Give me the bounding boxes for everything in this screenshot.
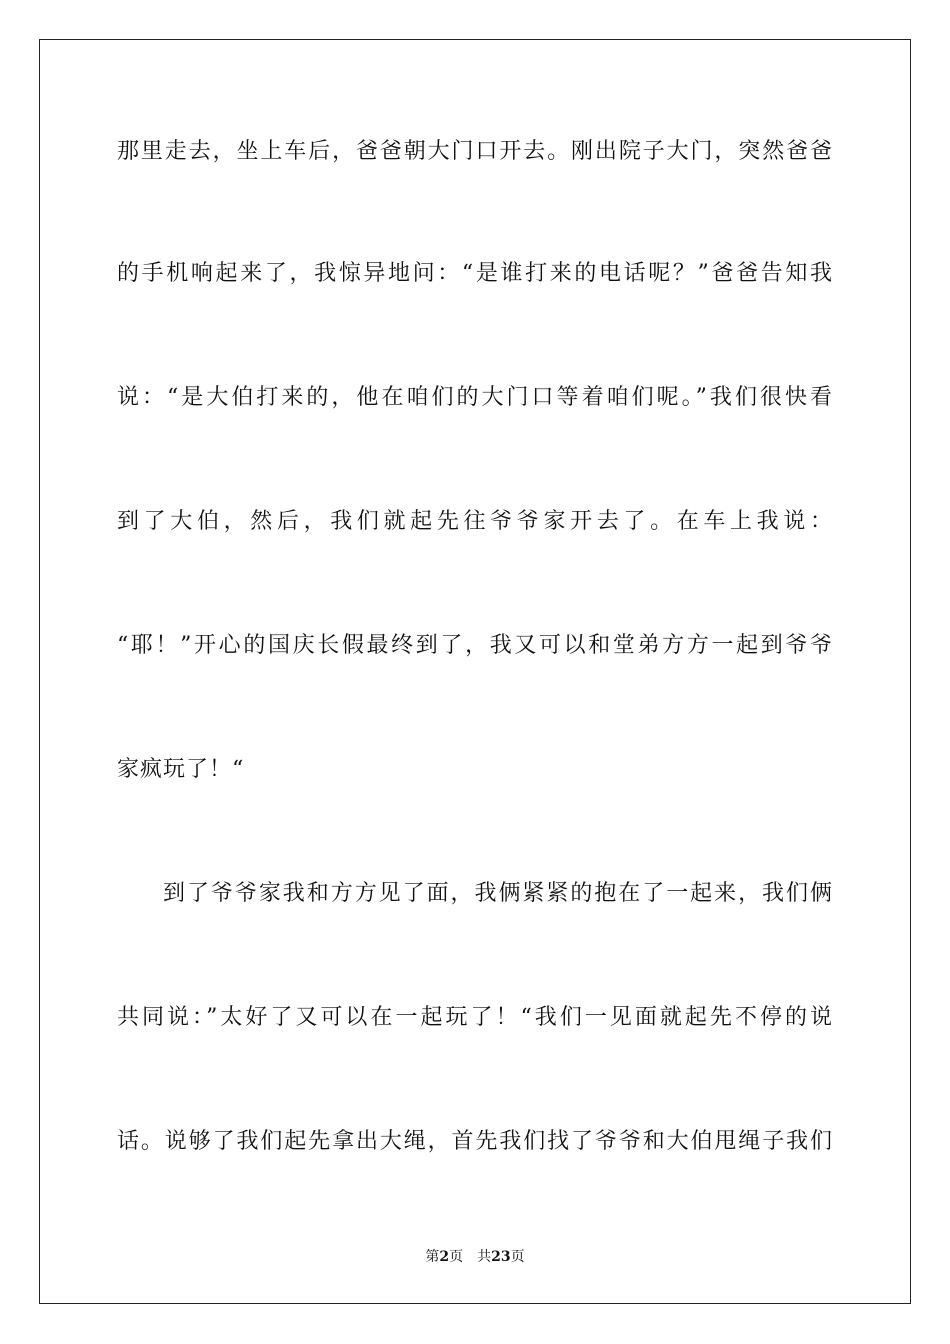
footer-page-number: 2: [439, 1249, 450, 1265]
footer-total-suffix: 页: [510, 1249, 525, 1265]
footer-page-prefix: 第: [425, 1249, 440, 1265]
text-line: 的手机响起来了，我惊异地问：“是谁打来的电话呢？”爸爸告知我: [117, 261, 833, 286]
text-line: 家疯玩了！“: [117, 757, 245, 782]
page-border: [39, 39, 911, 1304]
text-line: 说：“是大伯打来的，他在咱们的大门口等着咱们呢。”我们很快看: [117, 385, 833, 410]
text-line: 话。说够了我们起先拿出大绳，首先我们找了爷爷和大伯甩绳子我们: [117, 1129, 833, 1154]
paragraph-first-line: 到了爷爷家我和方方见了面，我俩紧紧的抱在了一起来，我们俩: [163, 881, 833, 906]
text-line: 到了大伯，然后，我们就起先往爷爷家开去了。在车上我说：: [117, 509, 833, 534]
page-footer: [0, 1247, 950, 1267]
text-line: 共同说：”太好了又可以在一起玩了！“我们一见面就起先不停的说: [117, 1005, 833, 1030]
text-line: “耶！”开心的国庆长假最终到了，我又可以和堂弟方方一起到爷爷: [117, 633, 833, 658]
footer-total-pages: 23: [491, 1249, 511, 1265]
footer-page-suffix: 页: [449, 1249, 464, 1265]
text-line: 那里走去，坐上车后，爸爸朝大门口开去。刚出院子大门，突然爸爸: [117, 139, 833, 164]
footer-total-prefix: 共: [477, 1249, 492, 1265]
